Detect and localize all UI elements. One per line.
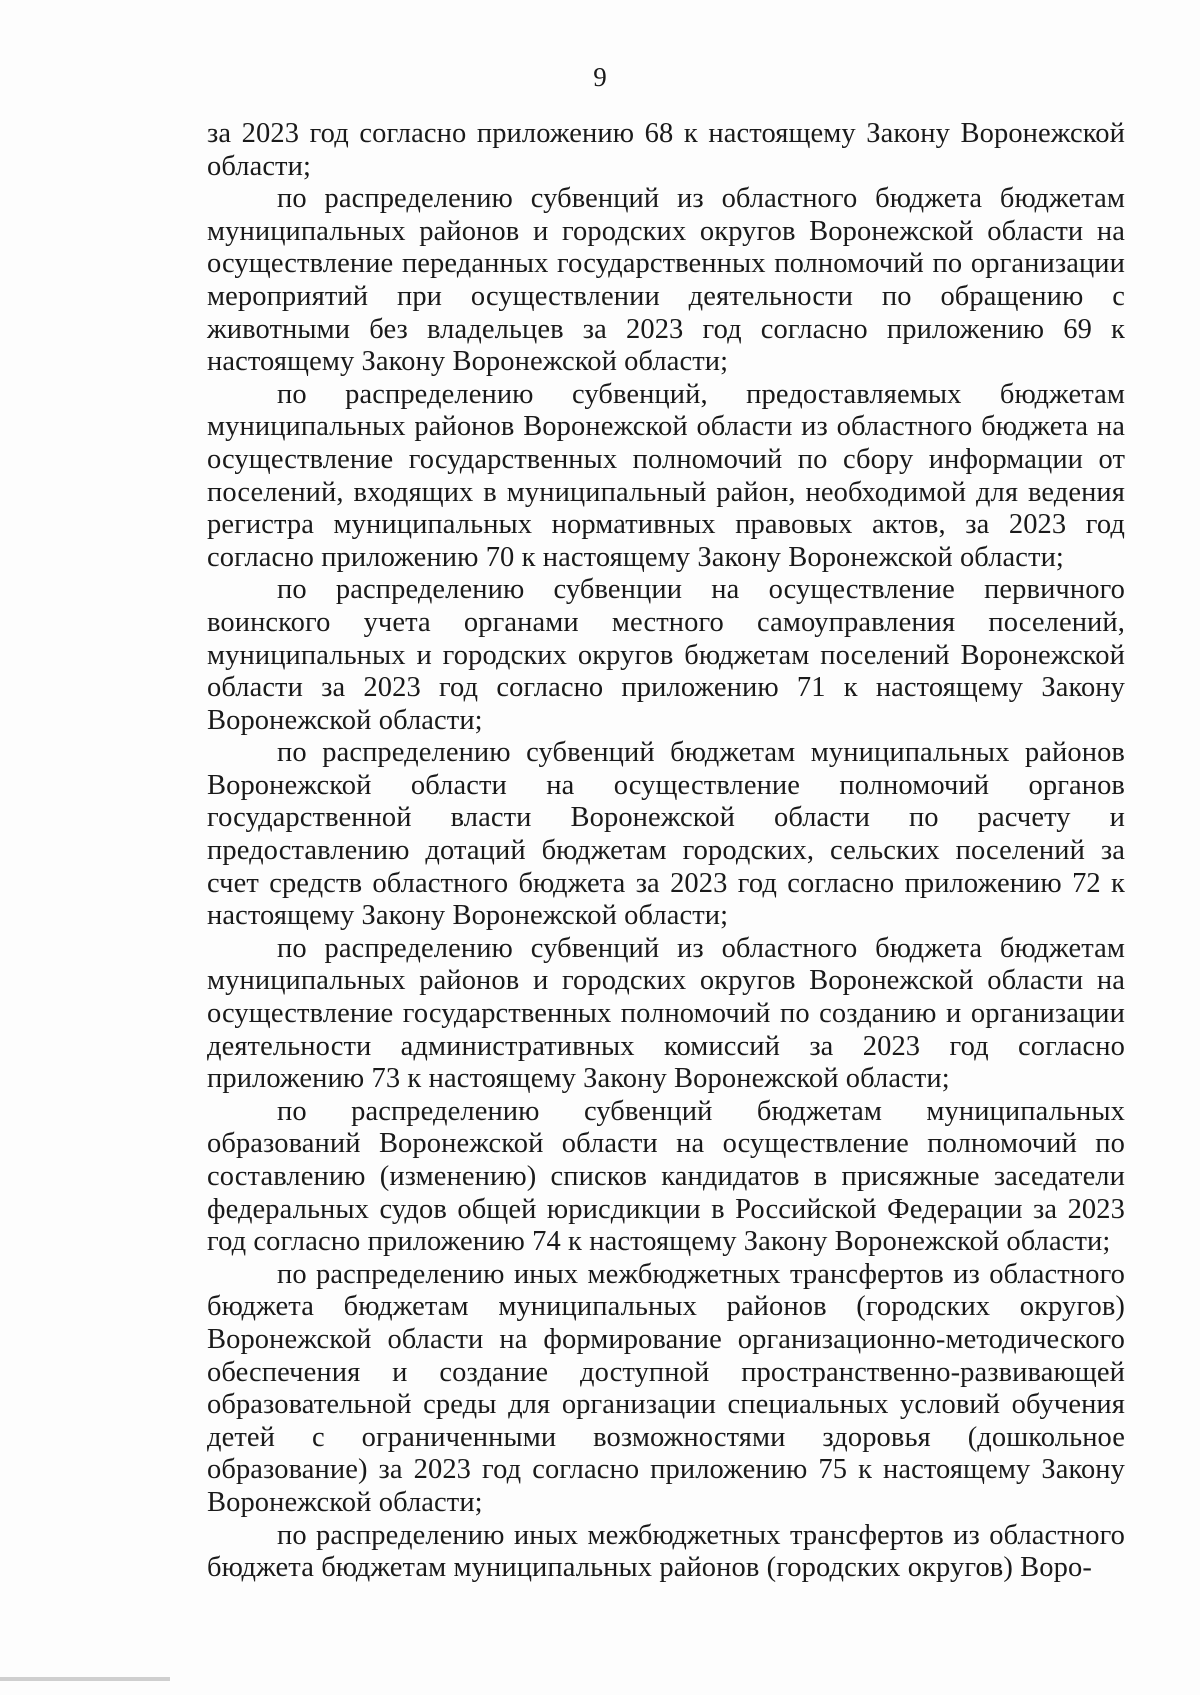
paragraph: по распределению субвенций из областного бюджета бюджетам муниципальных районов и городских округов Воронежской области на осуществление государственных полномочий по созданию и организации деятельности административных комиссий за 2023 год согласно приложению 73 к настоящему Закону Воронежской области; [207,932,1125,1095]
paragraph: по распределению субвенций, предоставляемых бюджетам муниципальных районов Воронежской области из областного бюджета на осуществление государственных полномочий по сбору информации от поселений, входящих в муниципальный район, необходимой для ведения регистра муниципальных нормативных правовых актов, за 2023 год согласно приложению 70 к настоящему Закону Воронежской области; [207,378,1125,573]
scan-edge-mark [0,1677,170,1681]
paragraph: по распределению субвенций бюджетам муниципальных районов Воронежской области на осуществление полномочий органов государственной власти Воронежской области по расчету и предоставлению дотаций бюджетам городских, сельских поселений за счет средств областного бюджета за 2023 год согласно приложению 72 к настоящему Закону Воронежской области; [207,737,1125,932]
paragraph: по распределению иных межбюджетных трансфертов из областного бюджета бюджетам муниципальных районов (городских округов) Воро- [207,1519,1125,1584]
paragraph: по распределению субвенций бюджетам муниципальных образований Воронежской области на осуществление полномочий по составлению (изменению) списков кандидатов в присяжные заседатели федеральных судов общей юрисдикции в Российской Федерации за 2023 год согласно приложению 74 к настоящему Закону Воронежской области; [207,1095,1125,1258]
paragraph: за 2023 год согласно приложению 68 к настоящему Закону Воронежской области; [207,118,1125,182]
page-number: 9 [593,62,607,92]
paragraph: по распределению субвенции на осуществление первичного воинского учета органами местного самоуправления поселений, муниципальных и городских округов бюджетам поселений Воронежской области за 2023 год согласно приложению 71 к настоящему Закону Воронежской области; [207,574,1125,736]
paragraph: по распределению субвенций из областного бюджета бюджетам муниципальных районов и городских округов Воронежской области на осуществление переданных государственных полномочий по организации мероприятий при осуществлении деятельности по обращению с животными без владельцев за 2023 год согласно приложению 69 к настоящему Закону Воронежской области; [207,183,1125,378]
body-text [207,118,1125,1585]
paragraph: по распределению иных межбюджетных трансфертов из областного бюджета бюджетам муниципальных районов (городских округов) Воронежской области на формирование организационно-методического обеспечения и создание доступной пространственно-развивающей образовательной среды для организации специальных условий обучения детей с ограниченными возможностями здоровья (дошкольное образование) за 2023 год согласно приложению 75 к настоящему Закону Воронежской области; [207,1258,1125,1518]
